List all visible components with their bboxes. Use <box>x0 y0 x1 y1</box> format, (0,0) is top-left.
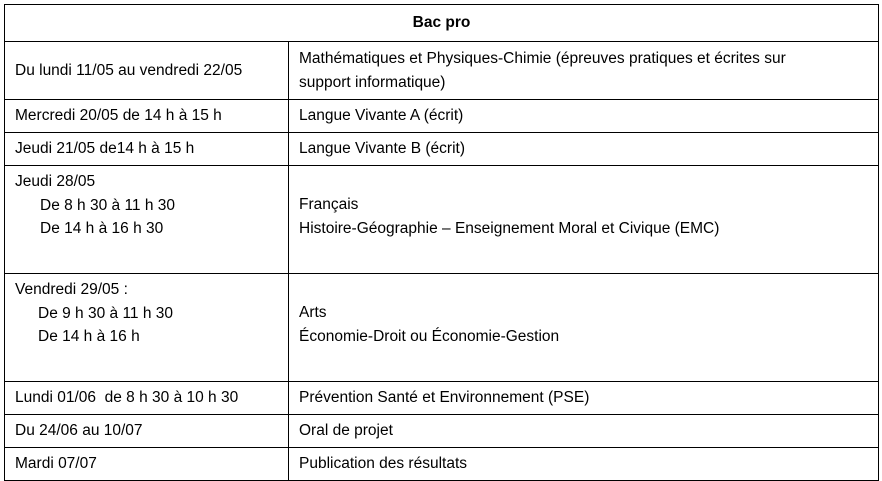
table-row <box>5 415 879 448</box>
date-cell <box>5 274 289 382</box>
date-line: Jeudi 21/05 de14 h à 15 h <box>15 140 195 158</box>
table-row <box>5 382 879 415</box>
table-row <box>5 166 879 274</box>
date-cell <box>5 133 289 166</box>
table-row <box>5 274 879 382</box>
date-cell <box>5 100 289 133</box>
table-row <box>5 100 879 133</box>
subject-line: Histoire-Géographie – Enseignement Moral et Civique (EMC) <box>299 219 720 237</box>
subject-cell <box>289 166 879 274</box>
subject-line: Langue Vivante A (écrit) <box>299 107 464 125</box>
table-row <box>5 133 879 166</box>
table-header-row <box>5 5 879 42</box>
exam-schedule-table <box>4 4 879 481</box>
subject-line: Langue Vivante B (écrit) <box>299 140 466 158</box>
date-line: Lundi 01/06 de 8 h 30 à 10 h 30 <box>15 389 239 407</box>
subject-line: Mathématiques et Physiques-Chimie (épreuves pratiques et écrites sur <box>299 50 786 67</box>
subject-line: Économie-Droit ou Économie-Gestion <box>299 327 560 345</box>
subject-line: Français <box>299 196 359 213</box>
time-slot-line: De 14 h à 16 h 30 <box>40 220 164 237</box>
subject-line: Prévention Santé et Environnement (PSE) <box>299 389 590 407</box>
date-cell <box>5 448 289 481</box>
subject-cell <box>289 133 879 166</box>
date-line: Vendredi 29/05 : <box>15 281 128 298</box>
subject-cell <box>289 100 879 133</box>
subject-cell <box>289 274 879 382</box>
date-line: Mardi 07/07 <box>15 455 97 473</box>
subject-line: Arts <box>299 304 327 321</box>
time-slot-line: De 8 h 30 à 11 h 30 <box>40 196 176 214</box>
subject-line: Oral de projet <box>299 422 393 440</box>
subject-cell <box>289 382 879 415</box>
subject-line: support informatique) <box>299 73 446 91</box>
date-cell <box>5 415 289 448</box>
time-slot-line: De 9 h 30 à 11 h 30 <box>38 304 174 322</box>
table-title: Bac pro <box>5 5 879 42</box>
date-cell <box>5 42 289 100</box>
subject-cell <box>289 415 879 448</box>
date-line: Mercredi 20/05 de 14 h à 15 h <box>15 107 222 125</box>
date-line: Du lundi 11/05 au vendredi 22/05 <box>15 61 243 79</box>
date-line: Jeudi 28/05 <box>15 173 96 190</box>
date-cell <box>5 166 289 274</box>
subject-line: Publication des résultats <box>299 455 468 473</box>
time-slot-line: De 14 h à 16 h <box>38 328 140 345</box>
table-row <box>5 448 879 481</box>
subject-cell <box>289 42 879 100</box>
date-line: Du 24/06 au 10/07 <box>15 422 143 440</box>
subject-cell <box>289 448 879 481</box>
table-row <box>5 42 879 100</box>
date-cell <box>5 382 289 415</box>
